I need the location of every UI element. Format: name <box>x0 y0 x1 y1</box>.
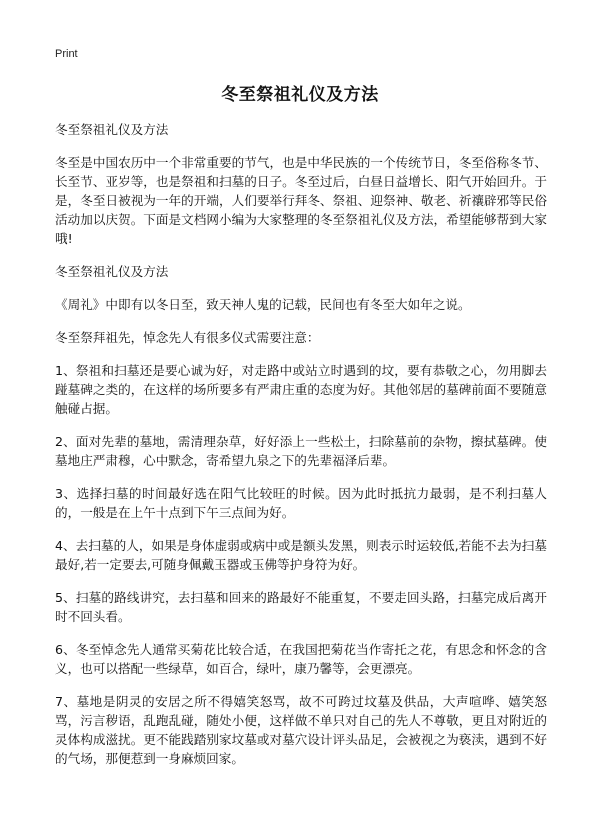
section-heading: 冬至祭祖礼仪及方法 <box>55 122 169 137</box>
list-item-6: 6、冬至悼念先人通常买菊花比较合适，在我国把菊花当作寄托之花，有思念和怀念的含义，也可以搭配一些绿草，如百合，绿叶，康乃馨等，会更漂亮。 <box>55 642 547 676</box>
intro-paragraph: 冬至是中国农历中一个非常重要的节气，也是中华民族的一个传统节日，冬至俗称冬节、长至节、亚岁等，也是祭祖和扫墓的日子。冬至过后，白昼日益增长、阳气开始回升。于是，冬至日被视为一年的开端，人们要举行拜冬、祭祖、迎祭神、敬老、祈禳辟邪等民俗活动加以庆贺。下面是文档网小编为大家整理的冬至祭祖礼仪及方法，希望能够帮到大家哦! <box>55 155 547 246</box>
list-item-4: 4、去扫墓的人，如果是身体虚弱或病中或是额头发黑，则表示时运较低,若能不去为扫墓最好,若一定要去,可随身佩戴玉器或玉佛等护身符为好。 <box>55 538 547 572</box>
list-item-2: 2、面对先辈的墓地，需清理杂草，好好添上一些松土，扫除墓前的杂物，擦拭墓碑。使墓地庄严肃穆，心中默念，寄希望九泉之下的先辈福泽后辈。 <box>55 434 547 468</box>
list-item-3: 3、选择扫墓的时间最好选在阳气比较旺的时候。因为此时抵抗力最弱，是不利扫墓人的，一般是在上午十点到下午三点间为好。 <box>55 486 547 520</box>
document-body <box>55 120 547 782</box>
print-label: Print <box>55 48 78 60</box>
body-paragraph: 冬至祭拜祖先，悼念先人有很多仪式需要注意： <box>55 330 320 345</box>
section-heading: 冬至祭祖礼仪及方法 <box>55 264 169 279</box>
body-paragraph: 《周礼》中即有以冬日至，致天神人鬼的记载，民间也有冬至大如年之说。 <box>55 297 471 312</box>
list-item-1: 1、祭祖和扫墓还是要心诚为好，对走路中或站立时遇到的坟，要有恭敬之心，勿用脚去踫墓碑之类的，在这样的场所要多有严肃庄重的态度为好。其他邻居的墓碑前面不要随意触碰占据。 <box>55 363 547 416</box>
page-title: 冬至祭祖礼仪及方法 <box>221 85 379 105</box>
list-item-5: 5、扫墓的路线讲究，去扫墓和回来的路最好不能重复，不要走回头路，扫墓完成后离开时不回头看。 <box>55 590 547 624</box>
list-item-7: 7、墓地是阴灵的安居之所不得嬉笑怒骂，故不可跨过坟墓及供品，大声喧哗、嬉笑怒骂，污言秽语，乱跑乱碰，随处小便，这样做不单只对自己的先人不尊敬，更且对附近的灵体构成滋扰。更不能践踏别家坟墓或对墓穴设计评头品足，会被视之为亵渎，遇到不好的气场，那便惹到一身麻烦回家。 <box>55 694 547 766</box>
